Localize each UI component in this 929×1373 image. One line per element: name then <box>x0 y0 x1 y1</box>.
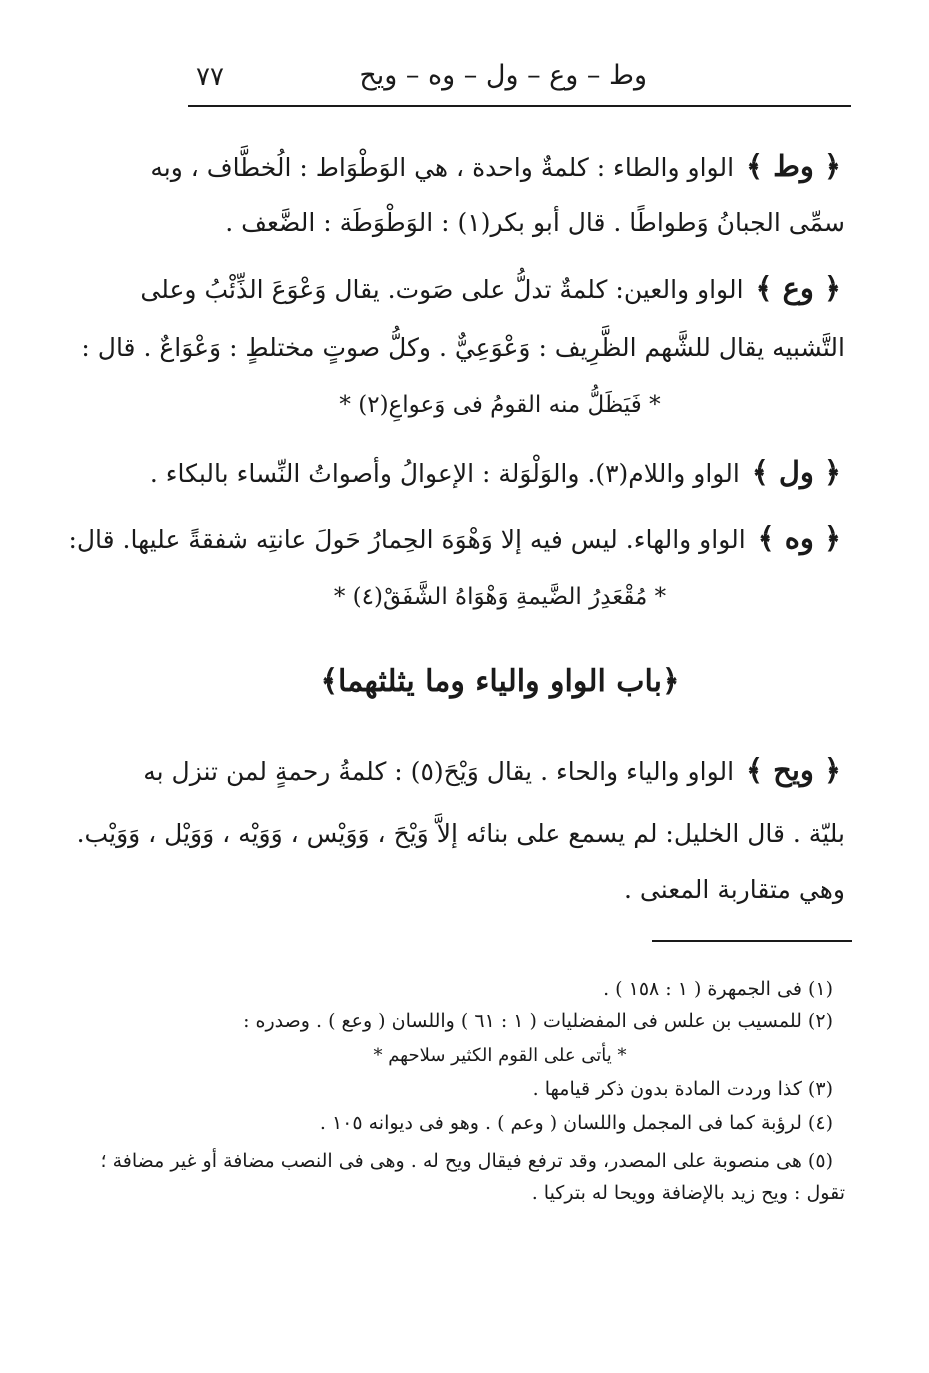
entry-wt-line-2 <box>225 207 845 240</box>
footnote-5: (٥) هى منصوبة على المصدر، وقد ترفع فيقال ويح له . وهى فى النصب مضافة أو غير مضافة ؛ <box>100 1150 833 1172</box>
entry-text: التَّشبيه يقال للشَّهم الظَّرِيف : وَعْوَعِيٌّ . وكلُّ صوتٍ مختلطٍ : وَعْوَاعٌ . قال : <box>81 333 845 362</box>
entry-text: الواو واللام(٣). والوَلْوَلة : الإعوالُ وأصواتُ النِّساء بالبكاء . <box>149 459 740 488</box>
footnote-5-cont: تقول : ويح زيد بالإضافة وويحا له بتركيا . <box>531 1182 845 1204</box>
header-divider <box>188 105 851 107</box>
footnote-1: (١) فى الجمهرة ( ١ : ١٥٨ ) . <box>603 978 833 1000</box>
footnote-2: (٢) للمسيب بن علس فى المفضليات ( ١ : ٦١ ) واللسان ( وعع ) . وصدره : <box>243 1010 833 1032</box>
chapter-heading: ﴿باب الواو والياء وما يثلثهما﴾ <box>320 664 680 699</box>
entry-wt-line-1 <box>150 148 845 186</box>
footnote-4: (٤) لرؤبة كما فى المجمل واللسان ( وعم ) . وهو فى ديوانه ١٠٥ . <box>319 1112 833 1134</box>
footnote-divider <box>652 940 852 942</box>
entry-wh-line-1 <box>68 520 845 558</box>
entry-head-wl: ﴿ ول ﴾ <box>751 455 841 489</box>
entry-text: وهي متقاربة المعنى . <box>624 875 845 904</box>
entry-head-wa: ﴿ وع ﴾ <box>755 271 841 305</box>
entry-text: سمِّى الجبانُ وَطواطًا . قال أبو بكر(١) : الوَطْوَطَة : الضَّعف . <box>225 208 845 237</box>
entry-head-wh: ﴿ وه ﴾ <box>757 521 841 555</box>
page-number: ٧٧ <box>196 62 224 92</box>
entry-wa-line-1 <box>140 270 845 308</box>
running-header: وط – وع – ول – وه – ويح <box>359 60 647 91</box>
entry-wyh-line-1 <box>143 752 845 790</box>
entry-text: الواو والطاء : كلمةٌ واحدة ، هي الوَطْوَاط : الُخطَّاف ، وبه <box>150 153 735 182</box>
entry-wyh-line-3 <box>624 874 845 907</box>
entry-text: الواو والياء والحاء . يقال وَيْحَ(٥) : كلمةُ رحمةٍ لمن تنزل به <box>143 757 735 786</box>
verse-wa: * فَيَظَلُّ منه القومُ فى وَعواعِ(٢) * <box>339 392 661 418</box>
entry-text: الواو والهاء. ليس فيه إلا وَهْوَهَ الحِمارُ حَولَ عانتِه شفقةً عليها. قال: <box>68 525 746 554</box>
footnote-3: (٣) كذا وردت المادة بدون ذكر قيامها . <box>532 1078 833 1100</box>
entry-head-wt: ﴿ وط ﴾ <box>745 149 841 183</box>
verse-wh: * مُقْعَدِرُ الضَّيمةِ وَهْوَاهُ الشَّفَقْ(٤) * <box>333 584 667 610</box>
entry-wl-line-1 <box>150 454 845 492</box>
entry-wa-line-2 <box>81 332 845 365</box>
entry-text: الواو والعين: كلمةٌ تدلُّ على صَوت. يقال وَعْوَعَ الذِّئْبُ وعلى <box>140 275 744 304</box>
footnote-2-verse: * يأتى على القوم الكثير سلاحهم * <box>373 1045 627 1066</box>
entry-head-wyh: ﴿ ويح ﴾ <box>746 753 841 787</box>
entry-wyh-line-2 <box>77 818 845 851</box>
entry-text: بليّة . قال الخليل: لم يسمع على بنائه إلاَّ وَيْحَ ، وَوَيْس ، وَوَيْه ، وَوَيْل ، وَوَيْب. <box>76 819 845 848</box>
